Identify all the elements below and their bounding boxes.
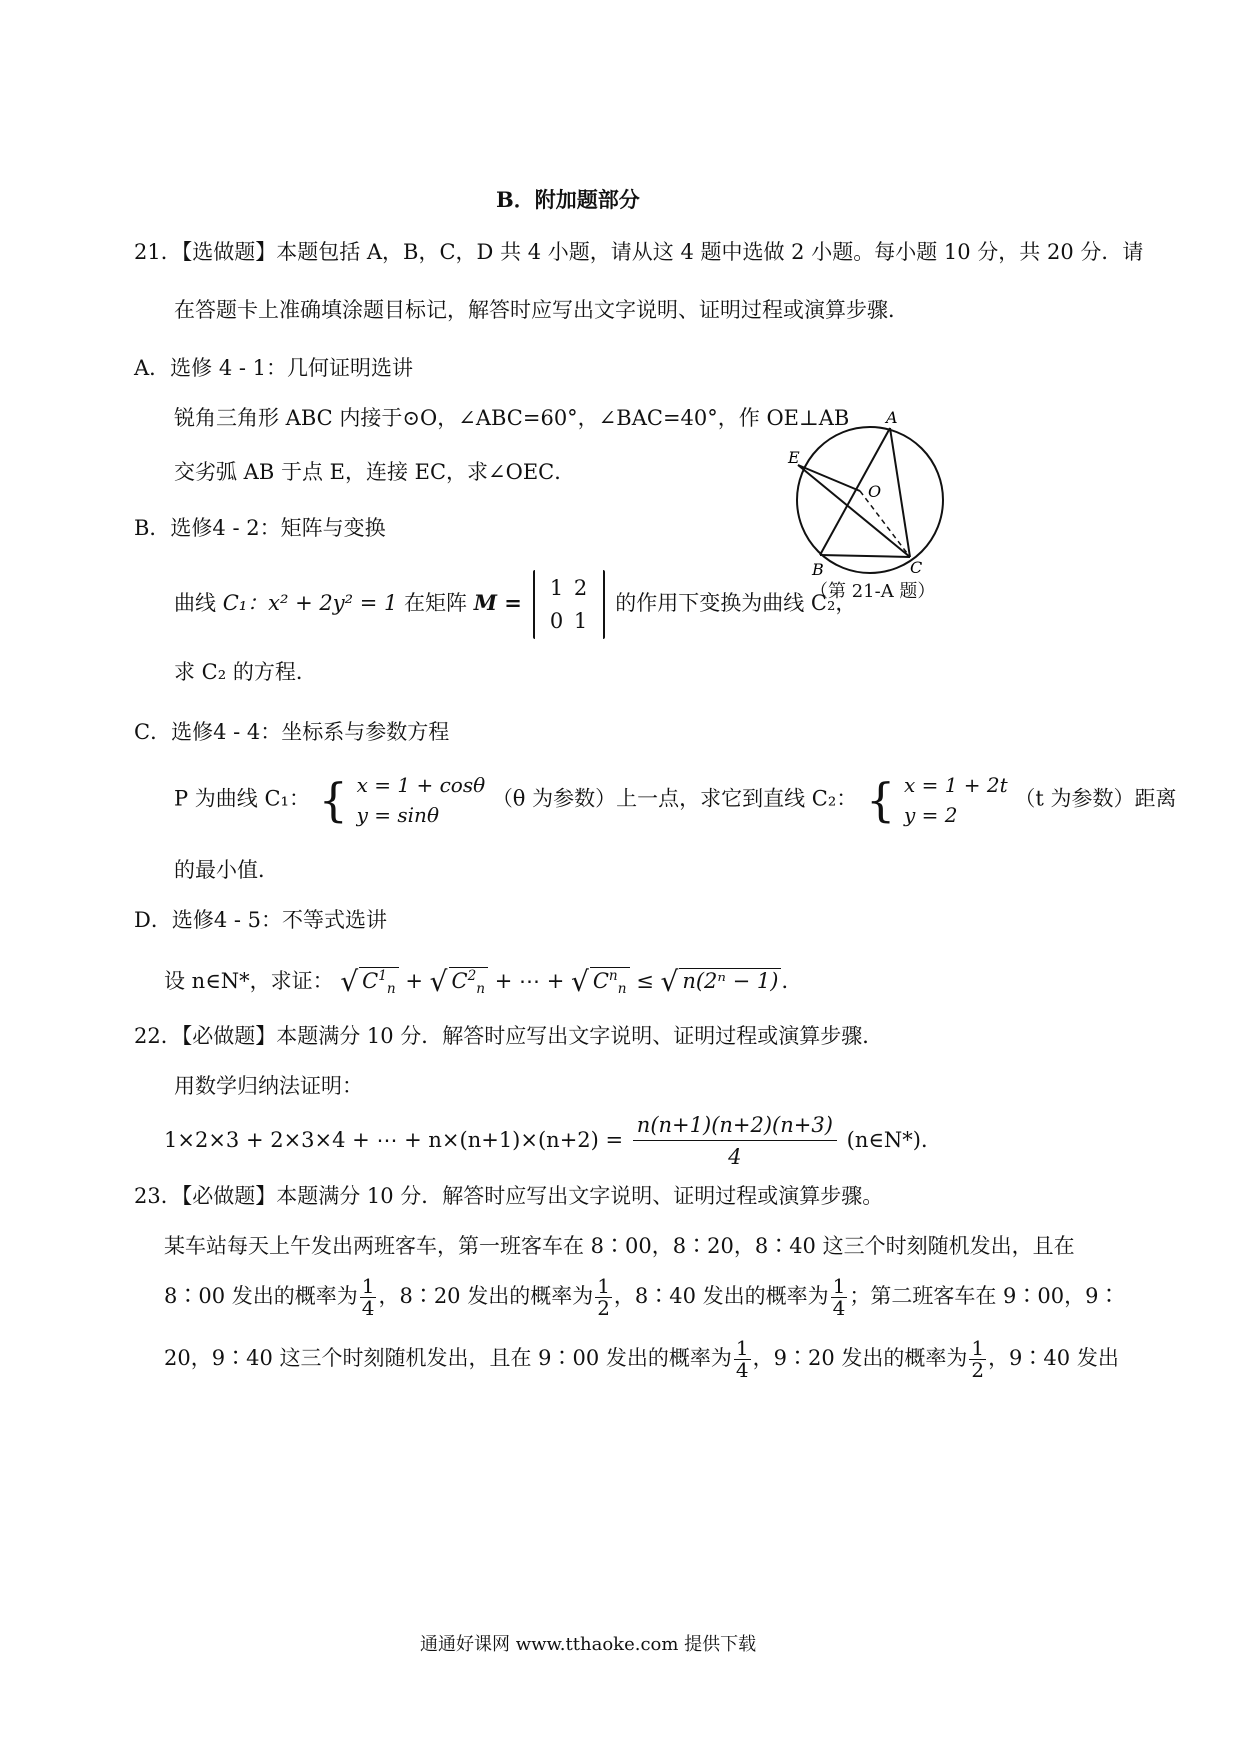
q23-l3a: 8∶00 发出的概率为 <box>164 1283 358 1308</box>
sup: 1 <box>378 968 387 984</box>
q21-line2: 在答题卡上准确填涂题目标记，解答时应写出文字说明、证明过程或演算步骤． <box>174 298 909 322</box>
den: 4 <box>735 1357 749 1382</box>
q21b-heading: B．选修4 - 2：矩阵与变换 <box>134 516 386 540</box>
num: 1 <box>361 1274 375 1298</box>
term: C <box>362 969 379 993</box>
q23-l3c: ，8∶40 发出的概率为 <box>613 1283 829 1308</box>
numerator: n(n+1)(n+2)(n+3) <box>633 1113 837 1141</box>
c1-y: y = sinθ <box>356 803 439 827</box>
fraction-quarter <box>734 1338 751 1381</box>
q21a-heading: A．选修 4 - 1：几何证明选讲 <box>134 356 414 380</box>
q21d-line1: 设 n∈N*，求证： √ $C^1_n$ + √ $C^2_n$ + ⋯ + √ $C^n_n$ ≤ √ n(2ⁿ − 1) ． <box>164 965 803 998</box>
q21c-heading: C．选修4 - 4：坐标系与参数方程 <box>134 720 450 744</box>
q23-l3b: ，8∶20 发出的概率为 <box>378 1283 594 1308</box>
q22-line2: 用数学归纳法证明： <box>174 1074 363 1098</box>
q21b-matrix-name: M = <box>473 590 522 616</box>
den: 2 <box>971 1357 985 1382</box>
fraction-quarter <box>831 1276 848 1319</box>
denominator: 4 <box>728 1145 742 1170</box>
num: 1 <box>735 1336 749 1360</box>
q23-line1: 23．【必做题】本题满分 10 分．解答时应写出文字说明、证明过程或演算步骤。 <box>134 1184 884 1208</box>
fraction-half <box>595 1276 612 1319</box>
q23-l4b: ，9∶20 发出的概率为 <box>752 1345 968 1370</box>
q21c-p1: P 为曲线 C₁： <box>174 786 310 811</box>
rhs: n(2ⁿ − 1) <box>679 968 781 994</box>
c2-y: y = 2 <box>903 803 958 827</box>
q22-tail: (n∈N*)． <box>846 1128 942 1153</box>
num: 1 <box>597 1274 610 1298</box>
fraction-quarter <box>360 1276 377 1319</box>
c2-x: x = 1 + 2t <box>903 773 1008 797</box>
q23-line2: 某车站每天上午发出两班客车，第一班客车在 8∶00，8∶20，8∶40 这三个时刻随机发出，且在 <box>164 1234 1075 1258</box>
label-b: B <box>812 560 824 579</box>
den: 2 <box>597 1295 610 1320</box>
matrix-m <box>533 570 605 639</box>
system-c1 <box>357 770 486 830</box>
fraction-half <box>969 1338 986 1381</box>
q21d-text: 设 n∈N*，求证： <box>164 969 334 993</box>
q21a-line1: 锐角三角形 ABC 内接于⊙O，∠ABC=60°，∠BAC=40°，作 OE⊥AB <box>174 406 850 430</box>
q21a-line2: 交劣弧 AB 于点 E，连接 EC，求∠OEC． <box>174 460 576 484</box>
figure-caption: （第 21-A 题） <box>810 581 936 602</box>
matrix-cell: 0 <box>549 608 564 633</box>
q22-fraction <box>633 1113 837 1170</box>
q21d-heading: D．选修4 - 5：不等式选讲 <box>134 908 388 932</box>
q21c-line2: 的最小值． <box>174 858 279 882</box>
le-sign: ≤ <box>636 969 654 993</box>
dots: + ⋯ + <box>494 969 565 993</box>
end: ． <box>781 969 803 993</box>
q23-line4 <box>164 1338 1119 1381</box>
q22-formula <box>164 1113 942 1170</box>
matrix-cell: 1 <box>549 576 564 600</box>
brace: { <box>865 773 896 827</box>
num: 1 <box>832 1274 846 1298</box>
q21c-p3: （t 为参数）距离 <box>1014 786 1177 811</box>
q21-line1: 21．【选做题】本题包括 A，B，C，D 共 4 小题，请从这 4 题中选做 2 小题。每小题 10 分，共 20 分．请 <box>134 240 1144 264</box>
q23-l4a: 20，9∶40 这三个时刻随机发出，且在 9∶00 发出的概率为 <box>164 1345 732 1370</box>
q22-line1: 22．【必做题】本题满分 10 分．解答时应写出文字说明、证明过程或演算步骤． <box>134 1024 884 1048</box>
q21b-text-after: 的作用下变换为曲线 C₂， <box>615 591 857 616</box>
den: 4 <box>832 1295 846 1320</box>
q21b-curve: C₁：x² + 2y² = 1 <box>222 591 398 616</box>
sub: n <box>386 981 396 998</box>
term: C <box>592 969 609 993</box>
label-a: A <box>886 408 898 427</box>
q21b-text-before: 曲线 <box>174 591 216 616</box>
sub: n <box>476 981 486 998</box>
matrix-cell: 2 <box>573 576 588 600</box>
q21b-middle: 在矩阵 <box>404 591 468 616</box>
section-title: B．附加题部分 <box>496 187 640 212</box>
matrix-cell: 1 <box>573 608 588 633</box>
q21b-line1 <box>174 570 856 639</box>
q21c-line1 <box>174 770 1176 830</box>
brace: { <box>318 773 348 827</box>
den: 4 <box>361 1295 375 1320</box>
num: 1 <box>971 1336 985 1360</box>
sup: 2 <box>467 968 477 984</box>
sup: n <box>608 968 618 984</box>
c1-x: x = 1 + cosθ <box>356 773 486 797</box>
system-c2 <box>904 770 1008 830</box>
q23-l4c: ，9∶40 发出 <box>988 1345 1119 1370</box>
q23-line3 <box>164 1276 1119 1319</box>
q22-lhs: 1×2×3 + 2×3×4 + ⋯ + n×(n+1)×(n+2) = <box>164 1128 624 1153</box>
q21c-p2: （θ 为参数）上一点，求它到直线 C₂： <box>491 786 858 811</box>
label-c: C <box>910 558 923 577</box>
q23-l3d: ；第二班客车在 9∶00，9∶ <box>849 1283 1120 1308</box>
q21b-line2: 求 C₂ 的方程． <box>174 660 317 684</box>
footer-text: 通通好课网 www.tthaoke.com 提供下载 <box>420 1634 757 1655</box>
label-e: E <box>788 448 800 467</box>
label-o: O <box>868 482 882 501</box>
circle-diagram <box>780 405 960 585</box>
term: C <box>451 969 468 993</box>
sub: n <box>617 981 627 998</box>
